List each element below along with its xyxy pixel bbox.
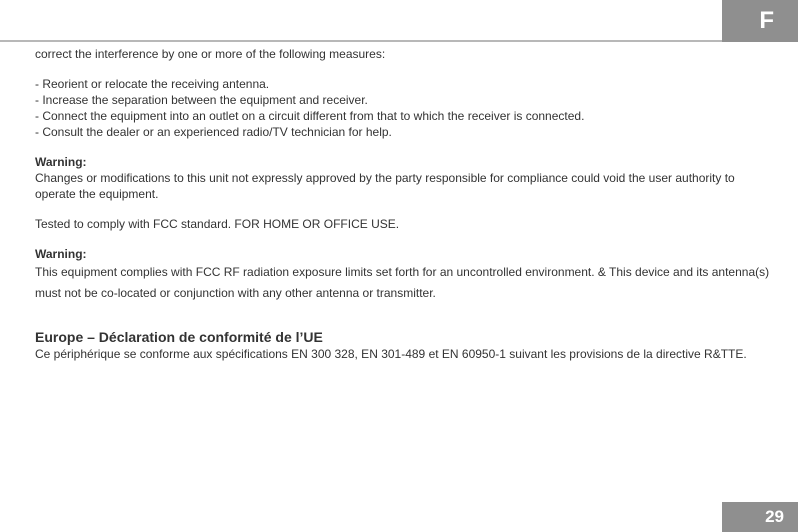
page-number: 29 bbox=[722, 502, 798, 532]
warning-text: This equipment complies with FCC RF radiation exposure limits set forth for an uncontrolled environment. & This device and its antenna(s) must not be co-located or conjunction with any other antenna or transmitter. bbox=[35, 265, 770, 300]
measure-item: - Increase the separation between the equipment and receiver. bbox=[35, 93, 368, 107]
intro-text: correct the interference by one or more of the following measures: bbox=[35, 47, 386, 61]
measure-item: - Consult the dealer or an experienced radio/TV technician for help. bbox=[35, 125, 392, 139]
language-tab: F bbox=[722, 0, 798, 42]
europe-heading: Europe – Déclaration de conformité de l’UE bbox=[35, 329, 323, 345]
warning-heading: Warning: bbox=[35, 247, 87, 261]
warning-heading: Warning: bbox=[35, 155, 87, 169]
europe-text: Ce périphérique se conforme aux spécifications EN 300 328, EN 301-489 et EN 60950-1 suivant les provisions de la directive R&TTE. bbox=[35, 347, 747, 361]
measure-item: - Connect the equipment into an outlet on a circuit different from that to which the receiver is connected. bbox=[35, 109, 585, 123]
tested-statement: Tested to comply with FCC standard. FOR HOME OR OFFICE USE. bbox=[35, 217, 400, 231]
measure-item: - Reorient or relocate the receiving antenna. bbox=[35, 77, 270, 91]
warning-text: Changes or modifications to this unit not expressly approved by the party responsible for compliance could void the user authority to operate the equipment. bbox=[35, 171, 735, 201]
header-rule bbox=[0, 40, 722, 42]
document-body bbox=[35, 46, 770, 362]
